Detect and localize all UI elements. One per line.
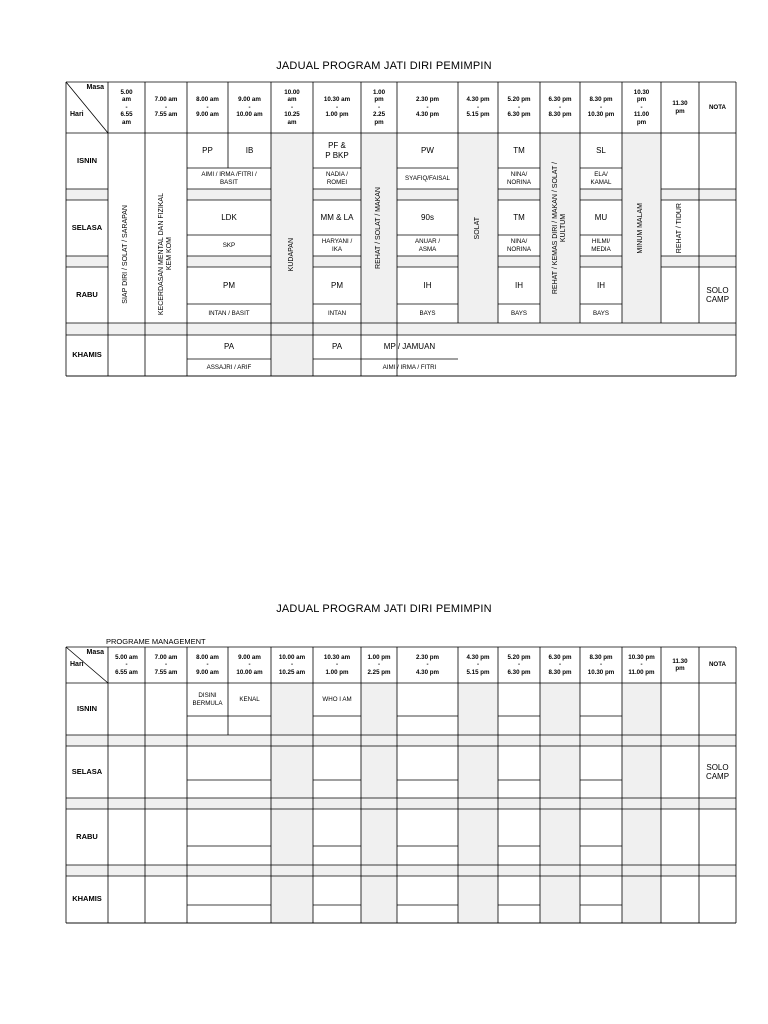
t2-time-header-8 — [458, 647, 498, 683]
t2-time-header-2-text: 8.00 am - 9.00 am — [196, 653, 219, 676]
t1-selasa-mu-text: MU — [594, 212, 608, 222]
t2-time-header-0-text: 5.00 am - 6.55 am — [115, 653, 138, 676]
t1-time-header-10-text: 6.30 pm - 8.30 pm — [548, 96, 572, 119]
t2-day-selasa-text: SELASA — [71, 766, 103, 776]
t1-isnin-staff-830-text: ELA/ KAMAL — [590, 171, 612, 186]
t1-vert-rehat-solat-makan-text: REHAT / SOLAT / MAKAN — [374, 187, 382, 269]
programe-management-label: PROGRAME MANAGEMENT — [106, 637, 206, 646]
t1-khamis-mp-text: MP / JAMUAN — [383, 342, 436, 352]
t1-rabu-staff-830-text: BAYS — [592, 309, 610, 317]
t2-time-header-7-text: 2.30 pm - 4.30 pm — [415, 653, 440, 676]
t2-day-rabu-text: RABU — [76, 831, 98, 841]
t1-selasa-staff-1030-text: HARYANI / IKA — [321, 238, 353, 253]
t1-selasa-tm-text: TM — [513, 212, 525, 222]
t2-selasa-nota-text: SOLO CAMP — [705, 762, 730, 781]
t2-day-rabu — [66, 809, 108, 865]
t2-time-header-12 — [622, 647, 661, 683]
t1-time-header-7-text: 2.30 pm - 4.30 pm — [415, 96, 440, 119]
t2-time-header-2 — [187, 647, 228, 683]
t1-time-header-11-text: 8.30 pm - 10.30 pm — [587, 96, 615, 119]
t1-time-header-8-text: 4.30 pm - 5.15 pm — [466, 96, 490, 119]
t1-selasa-staff-8-text: SKP — [222, 241, 236, 249]
t2-time-header-10 — [540, 647, 580, 683]
t1-time-header-1-text: 7.00 am - 7.55 am — [154, 96, 178, 119]
t1-time-header-5-text: 10.30 am - 1.00 pm — [323, 96, 351, 119]
t1-rabu-staff-520-text: BAYS — [510, 309, 528, 317]
t2-time-header-9-text: 5.20 pm - 6.30 pm — [507, 653, 531, 676]
t1-selasa-ldk-text: LDK — [221, 212, 237, 222]
t1-isnin-staff-520-text: NINA/ NORINA — [506, 171, 532, 186]
t1-time-header-14-text: NOTA — [708, 103, 727, 111]
t2-time-header-7 — [397, 647, 458, 683]
t1-khamis-staff-130-text: AIMI / IRMA / FITRI — [382, 363, 437, 371]
t1-rabu-staff-230-text: BAYS — [419, 309, 436, 317]
t2-day-khamis-text: KHAMIS — [72, 894, 102, 904]
t1-rabu-ih-2-text: IH — [515, 280, 523, 290]
t2-time-header-14 — [699, 647, 736, 683]
t1-selasa-mm-text: MM & LA — [320, 212, 354, 222]
t2-time-header-3 — [228, 647, 271, 683]
t2-isnin-kenal — [228, 683, 271, 716]
t1-selasa-90s-text: 90s — [421, 212, 434, 222]
t1-selasa-staff-830-text: HILMI/ MEDIA — [591, 238, 611, 253]
t2-time-header-5-text: 10.30 am - 1.00 pm — [323, 653, 351, 676]
t2-time-header-1-text: 7.00 am - 7.55 am — [154, 653, 178, 676]
t2-time-header-6 — [361, 647, 397, 683]
t2-time-header-12-text: 10.30 pm - 11.00 pm — [628, 653, 655, 676]
t2-day-khamis — [66, 876, 108, 923]
t2-isnin-disini-bermula — [187, 683, 228, 716]
t1-time-header-12-text: 10.30 pm - 11.00 pm — [633, 88, 650, 126]
t2-time-header-9 — [498, 647, 540, 683]
t1-time-header-2-text: 8.00 am - 9.00 am — [196, 96, 219, 119]
t2-time-header-13 — [661, 647, 699, 683]
t1-time-header-3-text: 9.00 am - 10.00 am — [236, 96, 263, 119]
t1-rabu-pm-2-text: PM — [331, 280, 343, 290]
masa-label: Masa — [86, 84, 104, 91]
t1-day-selasa-text: SELASA — [71, 222, 103, 232]
t2-day-selasa — [66, 746, 108, 798]
hari-label: Hari — [70, 110, 84, 118]
t2-day-isnin — [66, 683, 108, 735]
t2-corner — [66, 647, 108, 683]
t1-khamis-staff-8-text: ASSAJRI / ARIF — [206, 363, 252, 371]
t1-time-header-0-text: 5.00 am - 6.55 am — [120, 88, 133, 126]
t1-isnin-tm-text: TM — [513, 145, 525, 155]
t1-day-isnin-text: ISNIN — [76, 155, 97, 165]
t2-time-header-3-text: 9.00 am - 10.00 am — [236, 653, 263, 676]
t1-vert-kecerdasan-text: KECERDASAN MENTAL DAN FIZIKAL KEM KOM — [157, 193, 173, 316]
t1-vert-solat-text: SOLAT — [473, 216, 481, 240]
t1-isnin-pf-text: PF & P BKP — [325, 141, 349, 160]
page-title-1: JADUAL PROGRAM JATI DIRI PEMIMPIN — [276, 60, 492, 72]
t2-isnin-kenal-text: KENAL — [239, 695, 260, 703]
t1-isnin-sl-text: SL — [596, 145, 606, 155]
t2-selasa-nota — [699, 746, 736, 798]
t2-isnin-disini-bermula-text: DISINI BERMULA — [192, 692, 223, 707]
t1-day-rabu-text: RABU — [76, 289, 98, 299]
t1-khamis-pa-2-text: PA — [331, 342, 343, 352]
t2-day-isnin-text: ISNIN — [76, 703, 97, 713]
t2-time-header-1 — [145, 647, 187, 683]
t1-isnin-ib-text: IB — [245, 145, 254, 155]
t2-time-header-14-text: NOTA — [708, 661, 727, 669]
t2-time-header-0 — [108, 647, 145, 683]
masa-label: Masa — [86, 649, 104, 656]
t2-time-header-13-text: 11.30 pm — [672, 657, 688, 672]
t1-vert-kudapan-text: KUDAPAN — [287, 237, 295, 272]
t1-rabu-staff-1030-text: INTAN — [327, 309, 347, 317]
t2-isnin-who-i-am — [313, 683, 361, 716]
t2-time-header-10-text: 6.30 pm - 8.30 pm — [548, 653, 572, 676]
t2-isnin-who-i-am-text: WHO I AM — [322, 695, 352, 703]
t1-selasa-staff-520-text: NINA/ NORINA — [506, 238, 532, 253]
t1-rabu-nota-text: SOLO CAMP — [705, 285, 730, 304]
t1-rabu-staff-8-text: INTAN / BASIT — [208, 309, 250, 317]
t1-vert-rehat-tidur-text: REHAT / TIDUR — [675, 202, 683, 254]
t1-rabu-ih-text: IH — [423, 280, 432, 290]
t2-time-header-11-text: 8.30 pm - 10.30 pm — [587, 653, 615, 676]
hari-label: Hari — [70, 660, 84, 668]
t2-time-header-4 — [271, 647, 313, 683]
t1-time-header-13-text: 11.30 pm — [672, 100, 688, 115]
t1-selasa-staff-230-text: ANUAR / ASMA — [414, 238, 441, 253]
t2-time-header-8-text: 4.30 pm - 5.15 pm — [466, 653, 490, 676]
t1-isnin-staff-8-text: AIMI / IRMA /FITRI / BASIT — [201, 171, 257, 186]
t2-time-header-4-text: 10.00 am - 10.25 am — [278, 653, 306, 676]
t1-khamis-pa-text: PA — [223, 342, 235, 352]
t2-time-header-11 — [580, 647, 622, 683]
t1-day-khamis-text: KHAMIS — [72, 350, 102, 360]
t2-time-header-6-text: 1.00 pm - 2.25 pm — [367, 653, 391, 676]
t2-time-header-5 — [313, 647, 361, 683]
t1-vert-rehat-kemas-diri-text: REHAT / KEMAS DIRI / MAKAN / SOLAT / KULTUM — [551, 161, 567, 295]
t1-time-header-4-text: 10.00 am - 10.25 am — [284, 88, 300, 126]
t1-time-header-6-text: 1.00 pm - 2.25 pm — [372, 88, 386, 126]
t1-vert-minum-malam-text: MINUM MALAM — [637, 202, 645, 254]
t1-rabu-pm-text: PM — [223, 280, 235, 290]
t1-isnin-staff-1030-text: NADIA / ROMEI — [325, 171, 348, 186]
t1-rabu-ih-3-text: IH — [597, 280, 605, 290]
t1-isnin-pp-text: PP — [202, 145, 213, 155]
t1-vert-siap-diri-text: SIAP DIRI / SOLAT / SARAPAN — [122, 205, 130, 304]
page-title-2: JADUAL PROGRAM JATI DIRI PEMIMPIN — [276, 603, 492, 615]
t1-time-header-9-text: 5.20 pm - 6.30 pm — [507, 96, 531, 119]
t1-isnin-pw-text: PW — [421, 145, 434, 155]
t1-isnin-staff-230-text: SYAFIQ/FAISAL — [405, 174, 450, 182]
